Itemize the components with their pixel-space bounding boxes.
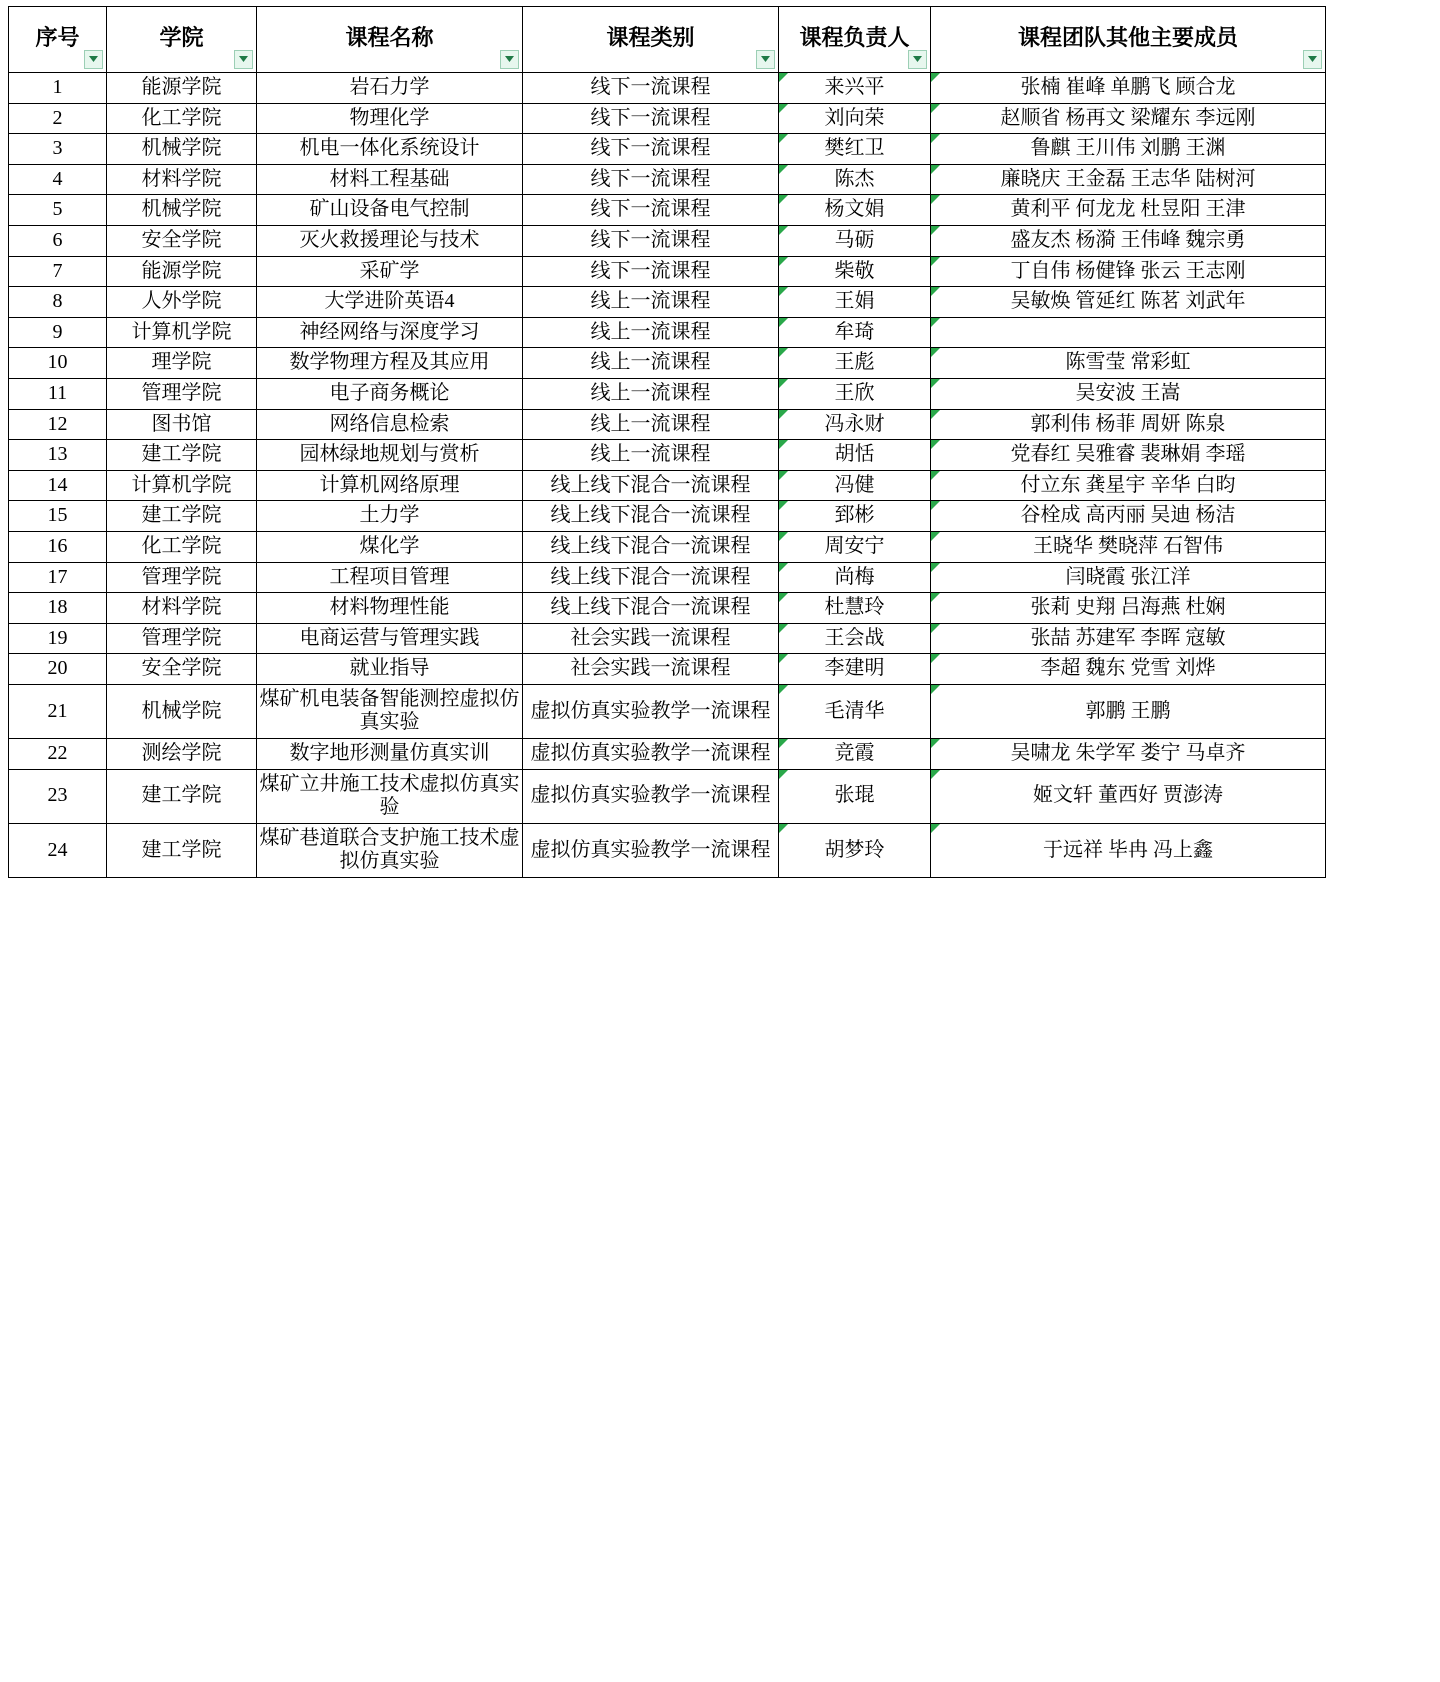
cell-leader[interactable]: 胡梦玲 [779,823,931,877]
cell-no[interactable]: 15 [9,501,107,532]
cell-members[interactable]: 于远祥 毕冉 冯上鑫 [931,823,1326,877]
cell-leader[interactable]: 周安宁 [779,531,931,562]
table-row [9,134,1326,165]
cell-course-name[interactable]: 采矿学 [257,256,523,287]
cell-leader[interactable]: 毛清华 [779,684,931,738]
cell-college[interactable]: 建工学院 [107,769,257,823]
cell-college[interactable]: 材料学院 [107,593,257,624]
table-row [9,103,1326,134]
cell-course-name[interactable]: 电商运营与管理实践 [257,623,523,654]
cell-course-name[interactable]: 机电一体化系统设计 [257,134,523,165]
cell-college[interactable]: 安全学院 [107,225,257,256]
cell-course-type[interactable]: 线上一流课程 [523,440,779,471]
cell-course-type[interactable]: 线上线下混合一流课程 [523,562,779,593]
cell-no[interactable]: 9 [9,317,107,348]
col-header-no [9,7,107,73]
cell-no[interactable]: 5 [9,195,107,226]
cell-course-name[interactable]: 煤矿巷道联合支护施工技术虚拟仿真实验 [257,823,523,877]
cell-no[interactable]: 21 [9,684,107,738]
cell-leader[interactable]: 胡恬 [779,440,931,471]
cell-college[interactable]: 建工学院 [107,501,257,532]
cell-course-type[interactable]: 社会实践一流课程 [523,623,779,654]
table-row [9,440,1326,471]
col-header-college-label: 学院 [159,25,204,51]
cell-no[interactable]: 16 [9,531,107,562]
cell-course-name[interactable]: 园林绿地规划与赏析 [257,440,523,471]
cell-college[interactable]: 材料学院 [107,164,257,195]
cell-members[interactable]: 吴敏焕 管延红 陈茗 刘武年 [931,287,1326,318]
table-row [9,73,1326,104]
cell-course-name[interactable]: 灭火救援理论与技术 [257,225,523,256]
cell-course-type[interactable]: 线下一流课程 [523,103,779,134]
table-row [9,348,1326,379]
cell-no[interactable]: 7 [9,256,107,287]
filter-dropdown-icon-college[interactable] [234,50,253,69]
cell-course-name[interactable]: 数学物理方程及其应用 [257,348,523,379]
table-row [9,317,1326,348]
cell-college[interactable]: 化工学院 [107,103,257,134]
cell-leader[interactable]: 王会战 [779,623,931,654]
table-row [9,769,1326,823]
cell-members[interactable]: 鲁麒 王川伟 刘鹏 王渊 [931,134,1326,165]
filter-dropdown-icon-course-name[interactable] [500,50,519,69]
cell-leader[interactable]: 刘向荣 [779,103,931,134]
cell-course-name[interactable]: 物理化学 [257,103,523,134]
cell-members[interactable]: 王晓华 樊晓萍 石智伟 [931,531,1326,562]
cell-college[interactable]: 能源学院 [107,73,257,104]
cell-college[interactable]: 机械学院 [107,195,257,226]
col-header-members-label: 课程团队其他主要成员 [1017,25,1238,51]
cell-no[interactable]: 8 [9,287,107,318]
cell-course-type[interactable]: 虚拟仿真实验教学一流课程 [523,769,779,823]
col-header-college [107,7,257,73]
cell-course-name[interactable]: 煤矿立井施工技术虚拟仿真实验 [257,769,523,823]
cell-course-type[interactable]: 线下一流课程 [523,256,779,287]
table-row [9,684,1326,738]
cell-course-type[interactable]: 线上一流课程 [523,409,779,440]
cell-no[interactable]: 1 [9,73,107,104]
cell-course-name[interactable]: 材料工程基础 [257,164,523,195]
cell-no[interactable]: 17 [9,562,107,593]
cell-leader[interactable]: 尚梅 [779,562,931,593]
col-header-course-name-label: 课程名称 [345,25,434,51]
cell-no[interactable]: 12 [9,409,107,440]
cell-leader[interactable]: 李建明 [779,654,931,685]
cell-members[interactable] [931,317,1326,348]
table-row [9,409,1326,440]
table-row [9,195,1326,226]
table-row [9,470,1326,501]
cell-course-name[interactable]: 材料物理性能 [257,593,523,624]
cell-college[interactable]: 化工学院 [107,531,257,562]
table-body [9,73,1326,878]
table-row [9,531,1326,562]
table-row [9,562,1326,593]
cell-college[interactable]: 机械学院 [107,134,257,165]
table-row [9,287,1326,318]
cell-no[interactable]: 18 [9,593,107,624]
table-row [9,593,1326,624]
cell-no[interactable]: 23 [9,769,107,823]
cell-leader[interactable]: 柴敬 [779,256,931,287]
cell-college[interactable]: 建工学院 [107,823,257,877]
cell-members[interactable]: 郭鹏 王鹏 [931,684,1326,738]
cell-leader[interactable]: 王娟 [779,287,931,318]
cell-course-name[interactable]: 神经网络与深度学习 [257,317,523,348]
table-header-row [9,7,1326,73]
cell-leader[interactable]: 王彪 [779,348,931,379]
cell-course-name[interactable]: 数字地形测量仿真实训 [257,739,523,770]
table-row [9,623,1326,654]
cell-no[interactable]: 14 [9,470,107,501]
cell-course-type[interactable]: 线下一流课程 [523,134,779,165]
cell-course-name[interactable]: 工程项目管理 [257,562,523,593]
table-row [9,225,1326,256]
cell-no[interactable]: 3 [9,134,107,165]
cell-no[interactable]: 19 [9,623,107,654]
cell-leader[interactable]: 郅彬 [779,501,931,532]
cell-members[interactable]: 张莉 史翔 吕海燕 杜娴 [931,593,1326,624]
cell-members[interactable]: 廉晓庆 王金磊 王志华 陆树河 [931,164,1326,195]
cell-no[interactable]: 11 [9,378,107,409]
cell-course-type[interactable]: 虚拟仿真实验教学一流课程 [523,823,779,877]
cell-no[interactable]: 22 [9,739,107,770]
cell-course-type[interactable]: 线上一流课程 [523,317,779,348]
cell-course-type[interactable]: 线上线下混合一流课程 [523,593,779,624]
table-row [9,164,1326,195]
cell-college[interactable]: 安全学院 [107,654,257,685]
cell-course-type[interactable]: 线上线下混合一流课程 [523,531,779,562]
cell-college[interactable]: 理学院 [107,348,257,379]
table-row [9,823,1326,877]
cell-leader[interactable]: 冯永财 [779,409,931,440]
filter-dropdown-icon-course-type[interactable] [756,50,775,69]
cell-course-name[interactable]: 大学进阶英语4 [257,287,523,318]
cell-members[interactable]: 党春红 吴雅睿 裴琳娟 李瑶 [931,440,1326,471]
cell-no[interactable]: 2 [9,103,107,134]
cell-course-type[interactable]: 线下一流课程 [523,164,779,195]
cell-course-name[interactable]: 矿山设备电气控制 [257,195,523,226]
filter-dropdown-icon-members[interactable] [1303,50,1322,69]
cell-college[interactable]: 人外学院 [107,287,257,318]
cell-college[interactable]: 管理学院 [107,623,257,654]
cell-leader[interactable]: 马砺 [779,225,931,256]
cell-course-type[interactable]: 线下一流课程 [523,225,779,256]
cell-course-name[interactable]: 岩石力学 [257,73,523,104]
col-header-course-name [257,7,523,73]
cell-leader[interactable]: 陈杰 [779,164,931,195]
cell-course-type[interactable]: 线下一流课程 [523,73,779,104]
cell-college[interactable]: 能源学院 [107,256,257,287]
cell-members[interactable]: 陈雪莹 常彩虹 [931,348,1326,379]
cell-leader[interactable]: 王欣 [779,378,931,409]
table-row [9,256,1326,287]
cell-course-name[interactable]: 土力学 [257,501,523,532]
table-row [9,654,1326,685]
cell-leader[interactable]: 杜慧玲 [779,593,931,624]
cell-course-type[interactable]: 线上线下混合一流课程 [523,501,779,532]
cell-course-name[interactable]: 电子商务概论 [257,378,523,409]
cell-members[interactable]: 吴安波 王嵩 [931,378,1326,409]
cell-college[interactable]: 机械学院 [107,684,257,738]
cell-course-type[interactable]: 线上线下混合一流课程 [523,470,779,501]
table-row [9,501,1326,532]
cell-members[interactable]: 闫晓霞 张江洋 [931,562,1326,593]
table-row [9,378,1326,409]
cell-leader[interactable]: 来兴平 [779,73,931,104]
table-row [9,739,1326,770]
cell-leader[interactable]: 冯健 [779,470,931,501]
cell-leader[interactable]: 竞霞 [779,739,931,770]
cell-members[interactable]: 付立东 龚星宇 辛华 白昀 [931,470,1326,501]
cell-members[interactable]: 赵顺省 杨再文 梁耀东 李远刚 [931,103,1326,134]
cell-course-type[interactable]: 线上一流课程 [523,287,779,318]
cell-course-type[interactable]: 线上一流课程 [523,378,779,409]
col-header-leader [779,7,931,73]
cell-no[interactable]: 20 [9,654,107,685]
cell-no[interactable]: 10 [9,348,107,379]
cell-no[interactable]: 6 [9,225,107,256]
cell-members[interactable]: 盛友杰 杨漪 王伟峰 魏宗勇 [931,225,1326,256]
cell-course-type[interactable]: 虚拟仿真实验教学一流课程 [523,739,779,770]
cell-no[interactable]: 4 [9,164,107,195]
cell-members[interactable]: 姬文轩 董西好 贾澎涛 [931,769,1326,823]
cell-leader[interactable]: 牟琦 [779,317,931,348]
cell-college[interactable]: 图书馆 [107,409,257,440]
cell-course-type[interactable]: 虚拟仿真实验教学一流课程 [523,684,779,738]
cell-course-type[interactable]: 线上一流课程 [523,348,779,379]
cell-leader[interactable]: 杨文娟 [779,195,931,226]
col-header-members [931,7,1326,73]
col-header-no-label: 序号 [35,25,80,51]
cell-members[interactable]: 吴啸龙 朱学军 娄宁 马卓齐 [931,739,1326,770]
spreadsheet-table-area [8,0,1333,878]
cell-leader[interactable]: 张琨 [779,769,931,823]
cell-course-type[interactable]: 线下一流课程 [523,195,779,226]
cell-course-name[interactable]: 计算机网络原理 [257,470,523,501]
cell-course-name[interactable]: 煤化学 [257,531,523,562]
col-header-course-type-label: 课程类别 [606,25,695,51]
cell-members[interactable]: 张喆 苏建军 李晖 寇敏 [931,623,1326,654]
cell-leader[interactable]: 樊红卫 [779,134,931,165]
cell-college[interactable]: 管理学院 [107,378,257,409]
cell-members[interactable]: 张楠 崔峰 单鹏飞 顾合龙 [931,73,1326,104]
cell-members[interactable]: 谷栓成 高丙丽 吴迪 杨洁 [931,501,1326,532]
cell-course-name[interactable]: 煤矿机电装备智能测控虚拟仿真实验 [257,684,523,738]
cell-members[interactable]: 李超 魏东 党雪 刘烨 [931,654,1326,685]
cell-members[interactable]: 郭利伟 杨菲 周妍 陈泉 [931,409,1326,440]
col-header-leader-label: 课程负责人 [799,25,910,51]
cell-college[interactable]: 计算机学院 [107,317,257,348]
cell-course-name[interactable]: 网络信息检索 [257,409,523,440]
cell-course-name[interactable]: 就业指导 [257,654,523,685]
cell-college[interactable]: 测绘学院 [107,739,257,770]
cell-members[interactable]: 丁自伟 杨健锋 张云 王志刚 [931,256,1326,287]
cell-no[interactable]: 13 [9,440,107,471]
col-header-course-type [523,7,779,73]
cell-no[interactable]: 24 [9,823,107,877]
cell-college[interactable]: 计算机学院 [107,470,257,501]
cell-members[interactable]: 黄利平 何龙龙 杜昱阳 王津 [931,195,1326,226]
cell-college[interactable]: 管理学院 [107,562,257,593]
course-list-table [8,6,1326,878]
cell-college[interactable]: 建工学院 [107,440,257,471]
filter-dropdown-icon-leader[interactable] [908,50,927,69]
cell-course-type[interactable]: 社会实践一流课程 [523,654,779,685]
filter-dropdown-icon-no[interactable] [84,50,103,69]
